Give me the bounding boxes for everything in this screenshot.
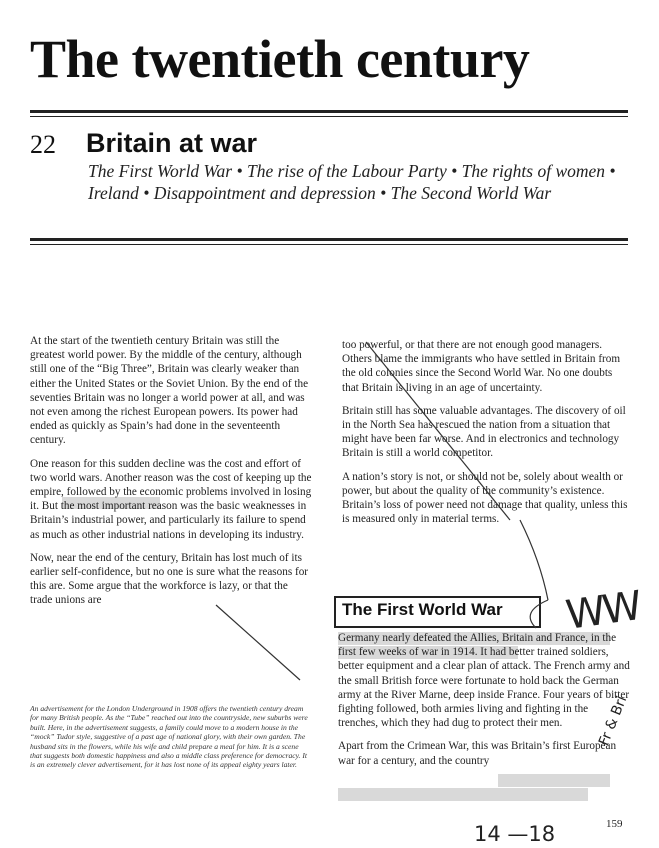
paragraph: Apart from the Crimean War, this was Britain’s first European war for a century, and the country — [338, 740, 617, 767]
paragraph: Now, near the end of the century, Britain has lost much of its earlier self-confidence, but no one is sure what the reasons for this are. Some argue that the workforce is lazy, or that the trade unions are — [30, 551, 309, 607]
left-column — [30, 334, 312, 617]
paragraph: too powerful, or that there are not enough good managers. Others blame the immigrants who have settled in Britain from the old colonies since the Second World War. No one doubts that Britain is living in an age of uncertainty. — [342, 339, 621, 394]
paragraph: One reason for this sudden decline was the cost and effort of two world wars. Another reason was the cost of keeping up the empire, followed by the economic problems involved in losing it. But the most important reason was the basic weaknesses in Britain’s industrial power, and particularly its failure to spend as much as other industrial nations in developing its industry. — [30, 457, 312, 541]
handwritten-note: 14 —18 — [474, 822, 556, 846]
section-body — [338, 631, 630, 777]
chapter-rule — [30, 238, 628, 241]
page-title: The twentieth century — [30, 29, 530, 89]
right-column — [342, 338, 628, 535]
chapter-rule-thin — [30, 244, 628, 245]
page-number: 159 — [606, 818, 623, 830]
paragraph: Germany nearly defeated the Allies, Britain and France, in the first few weeks of war in 1914. It had better trained soldiers, better equipment and a clear plan of attack. The French army and the small British force were fortunate to hold back the German army at the River Marne, deep inside France. Four years of bitter fighting followed, both armies living and fighting in the trenches, which they had dug to protect their men. — [338, 632, 630, 730]
handwritten-note: WW — [563, 583, 642, 639]
chapter-topics: The First World War • The rise of the Labour Party • The rights of women • Ireland • Disappointment and depression • The Second World War — [88, 161, 616, 203]
paragraph: Britain still has some valuable advantages. The discovery of oil in the North Sea has rescued the nation from a situation that might have been far worse. And in electronics and technology Britain is still a world competitor. — [342, 404, 626, 460]
title-rule — [30, 110, 628, 113]
handwritten-note: Fr & Bri — [596, 693, 631, 748]
section-heading: The First World War — [342, 600, 503, 619]
title-rule-thin — [30, 116, 628, 117]
chapter-title: Britain at war — [86, 128, 258, 158]
image-caption: An advertisement for the London Underground in 1908 offers the twentieth century dream for many British people. As the “Tube” reached out into the countryside, new suburbs were built. Here, in the advertisement suggests, a family could move to a modern house in the “mock” Tudor style, suggestive of a past age of national glory, with their own garden. The husband sits in the flowers, while his wife and child prepare a meal for him. It is a scene that suggests both domestic happiness and also a middle class preference for democracy. It is an extremely clever advertisement, for it has lost none of its appeal eighty years later. — [30, 704, 308, 770]
chapter-number: 22 — [30, 130, 56, 159]
paragraph: At the start of the twentieth century Britain was still the greatest world power. By the middle of the century, although still one of the “Big Three”, Britain was clearly weaker than either the United States or the Soviet Union. By the end of the seventies Britain was no longer a world power at all, and was not even among the richest European powers. Its power had ended as quickly as Spain’s had done in the seventeenth century. — [30, 335, 309, 447]
highlight-mark — [338, 788, 588, 801]
paragraph: A nation’s story is not, or should not be, solely about wealth or power, but about the quality of the community’s existence. Britain’s loss of power need not damage that quality, unless this is measured only in material terms. — [342, 470, 628, 526]
